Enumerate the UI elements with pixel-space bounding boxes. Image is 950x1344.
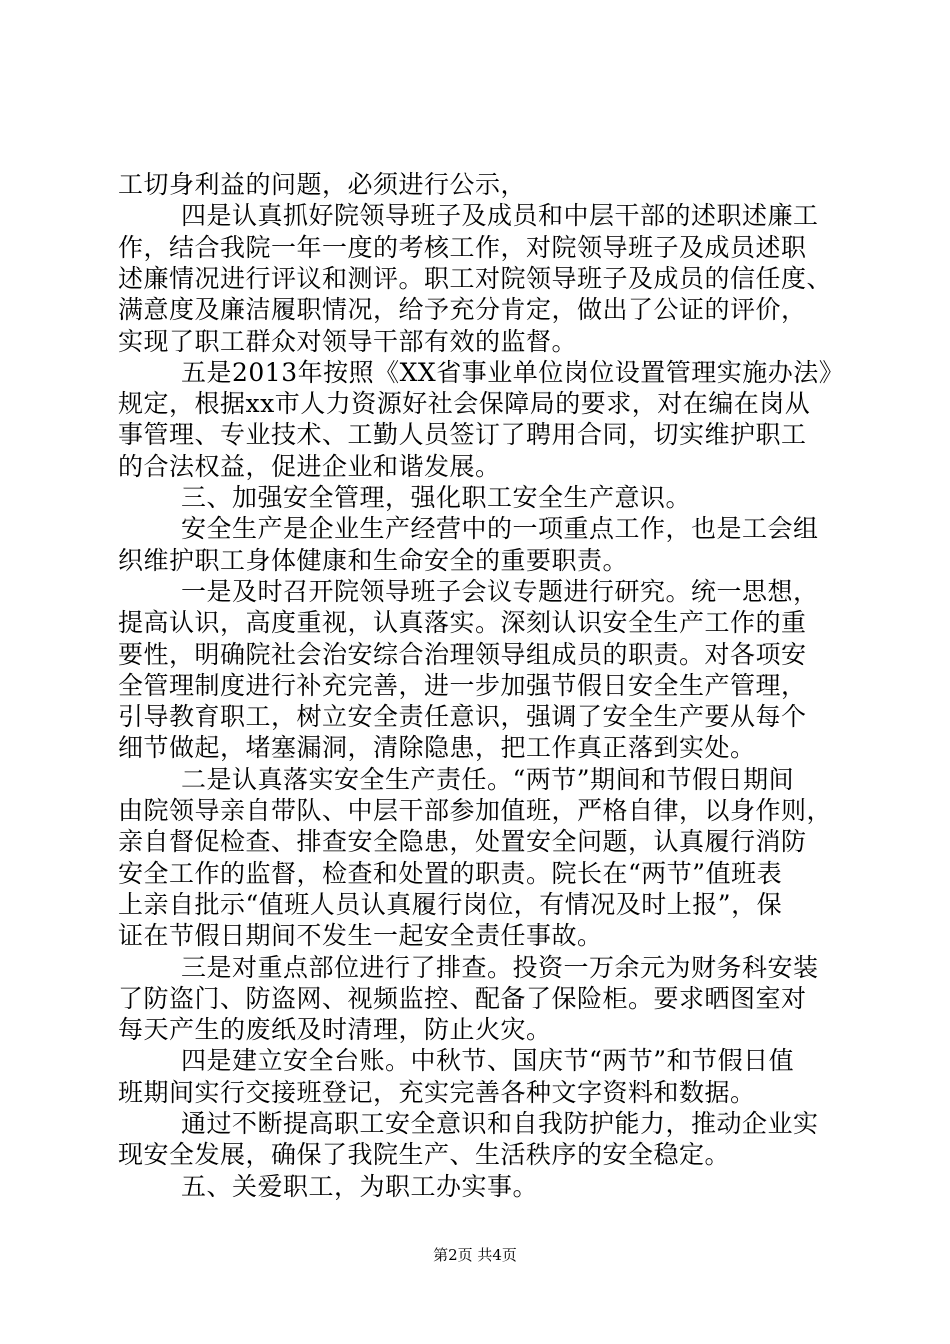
text-line: 一是及时召开院领导班子会议专题进行研究。统一思想，: [181, 576, 819, 606]
text-line: 五是2013年按照《XX省事业单位岗位设置管理实施办法》: [181, 357, 845, 387]
text-line: 通过不断提高职工安全意识和自我防护能力，推动企业实: [181, 1109, 819, 1138]
text-line: 工切身利益的问题，必须进行公示，: [118, 170, 527, 199]
section-heading: 三、加强安全管理，强化职工安全生产意识。: [181, 483, 692, 512]
text-line: 织维护职工身体健康和生命安全的重要职责。: [118, 545, 629, 575]
text-line: 满意度及廉洁履职情况，给予充分肯定，做出了公证的评价，: [118, 295, 807, 325]
text-line: 亲自督促检查、排查安全隐患，处置安全问题，认真履行消防: [118, 827, 807, 857]
text-line: 要性，明确院社会治安综合治理领导组成员的职责。对各项安: [118, 639, 807, 669]
text-line: 三是对重点部位进行了排查。投资一万余元为财务科安装: [181, 952, 819, 982]
text-line: 每天产生的废纸及时清理，防止火灾。: [118, 1015, 552, 1045]
text-line: 班期间实行交接班登记，充实完善各种文字资料和数据。: [118, 1077, 756, 1107]
section-heading: 五、关爱职工，为职工办实事。: [181, 1171, 539, 1201]
text-line: 全管理制度进行补充完善，进一步加强节假日安全生产管理，: [118, 670, 807, 700]
page-number: 第2页 共4页: [433, 1246, 517, 1264]
text-line: 事管理、专业技术、工勤人员签订了聘用合同，切实维护职工: [118, 420, 807, 450]
text-line: 证在节假日期间不发生一起安全责任事故。: [118, 921, 603, 951]
text-line: 规定，根据xx市人力资源好社会保障局的要求，对在编在岗从: [118, 389, 811, 419]
text-line: 实现了职工群众对领导干部有效的监督。: [118, 326, 578, 356]
text-line: 引导教育职工，树立安全责任意识，强调了安全生产要从每个: [118, 702, 807, 732]
text-line: 细节做起，堵塞漏洞，清除隐患，把工作真正落到实处。: [118, 733, 756, 763]
text-line: 提高认识，高度重视，认真落实。深刻认识安全生产工作的重: [118, 608, 807, 638]
text-line: 四是认真抓好院领导班子及成员和中层干部的述职述廉工: [181, 201, 819, 231]
text-line: 由院领导亲自带队、中层干部参加值班，严格自律，以身作则，: [118, 796, 833, 825]
text-line: 安全生产是企业生产经营中的一项重点工作，也是工会组: [181, 514, 819, 544]
text-line: 的合法权益，促进企业和谐发展。: [118, 451, 501, 481]
text-line: 作，结合我院一年一度的考核工作，对院领导班子及成员述职: [118, 232, 807, 262]
text-line: 现安全发展，确保了我院生产、生活秩序的安全稳定。: [118, 1140, 731, 1170]
text-line: 安全工作的监督，检查和处置的职责。院长在“两节”值班表: [118, 858, 783, 888]
text-line: 四是建立安全台账。中秋节、国庆节“两节”和节假日值: [181, 1046, 795, 1076]
text-line: 二是认真落实安全生产责任。“两节”期间和节假日期间: [181, 764, 795, 794]
text-line: 上亲自批示“值班人员认真履行岗位，有情况及时上报”，保: [118, 889, 783, 919]
text-line: 述廉情况进行评议和测评。职工对院领导班子及成员的信任度、: [118, 263, 833, 293]
text-line: 了防盗门、防盗网、视频监控、配备了保险柜。要求晒图室对: [118, 983, 807, 1013]
